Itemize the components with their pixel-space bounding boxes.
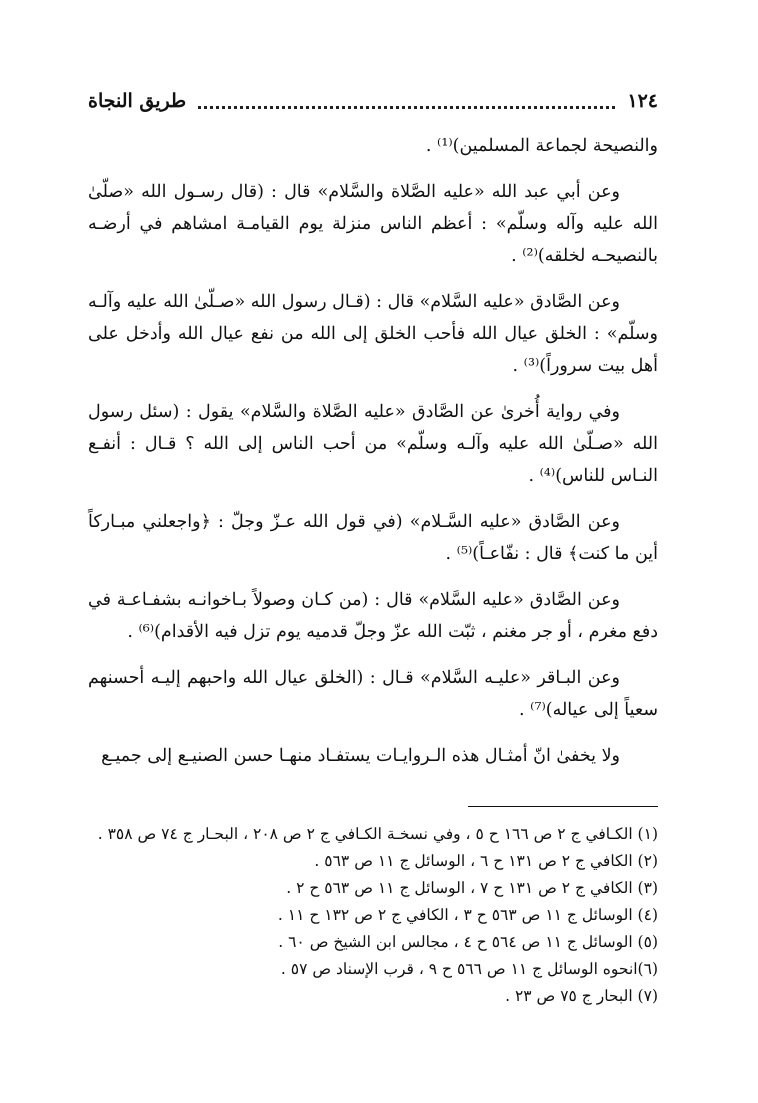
paragraph: وعن الصَّادق «عليه السَّلام» قال : (من كـان وصولاً بـاخوانـه بشفـاعـة في دفع مغرم ، أو جر مغنم ، ثبّت الله عزّ وجلّ قدميه يوم تزل فيه الأقدام)⁽⁶⁾ .: [88, 590, 658, 642]
footnote: (٣) الكافي ج ٢ ص ١٣١ ح ٧ ، الوسائل ج ١١ ص ٥٦٣ ح ٢ .: [286, 879, 658, 897]
header-leader-dots: [198, 106, 615, 109]
footnote: (٦)انحوه الوسائل ج ١١ ص ٥٦٦ ح ٩ ، قرب الإسناد ص ٥٧ .: [280, 960, 658, 978]
footnote: (٥) الوسائل ج ١١ ص ٥٦٤ ح ٤ ، مجالس ابن الشيخ ص ٦٠ .: [278, 933, 658, 951]
footnote: (٧) البحار ج ٧٥ ص ٢٣ .: [505, 987, 658, 1005]
paragraph: وعن الصَّادق «عليه السَّـلام» (في قول الله عـزّ وجلّ : ﴿واجعلني مبـاركاً أين ما كنت﴾ قال : نفّاعـاً)⁽⁵⁾ .: [88, 512, 658, 564]
footnote: (١) الكـافي ج ٢ ص ١٦٦ ح ٥ ، وفي نسخـة الكـافي ج ٢ ص ٢٠٨ ، البحـار ج ٧٤ ص ٣٥٨ .: [97, 825, 658, 843]
page-number: ١٢٤: [627, 90, 658, 112]
book-page: [88, 86, 658, 1010]
body-text: [88, 130, 658, 772]
paragraph: وعن الصَّادق «عليه السَّلام» قال : (قـال رسول الله «صـلّىٰ الله عليه وآلـه وسلّم» : الخلق عيال الله فأحب الخلق إلى الله من نفع عيال الله وأدخل على أهل بيت سروراً)⁽³⁾ .: [88, 292, 658, 376]
page-header: [88, 86, 658, 116]
footnote: (٢) الكافي ج ٢ ص ١٣١ ح ٦ ، الوسائل ج ١١ ص ٥٦٣ .: [314, 852, 658, 870]
paragraph: ولا يخفىٰ انّ أمثـال هذه الـروايـات يستفـاد منهـا حسن الصنيـع إلى جميـع: [101, 746, 620, 766]
footnote-separator: [468, 806, 658, 807]
paragraph: وعن أبي عبد الله «عليه الصَّلاة والسَّلام» قال : (قال رسـول الله «صلّىٰ الله عليه وآله وسلّم» : أعظم الناس منزلة يوم القيامـة امشاهم في أرضـه بالنصيحـه لخلقه)⁽²⁾ .: [88, 182, 658, 266]
book-title: طريق النجاة: [88, 90, 187, 112]
paragraph: والنصيحة لجماعة المسلمين)⁽¹⁾ .: [425, 136, 658, 156]
footnotes-list: [88, 821, 658, 1010]
paragraph: وعن البـاقر «عليـه السَّلام» قـال : (الخلق عيال الله واحبهم إليـه أحسنهم سعياً إلى عياله)⁽⁷⁾ .: [88, 668, 658, 720]
footnote: (٤) الوسائل ج ١١ ص ٥٦٣ ح ٣ ، الكافي ج ٢ ص ١٣٢ ح ١١ .: [277, 906, 658, 924]
paragraph: وفي رواية أُخرىٰ عن الصَّادق «عليه الصَّلاة والسَّلام» يقول : (سئل رسول الله «صـلّىٰ الله عليه وآلـه وسلّم» من أحب الناس إلى الله ؟ قـال : أنفـع النـاس للناس)⁽⁴⁾ .: [88, 402, 658, 486]
